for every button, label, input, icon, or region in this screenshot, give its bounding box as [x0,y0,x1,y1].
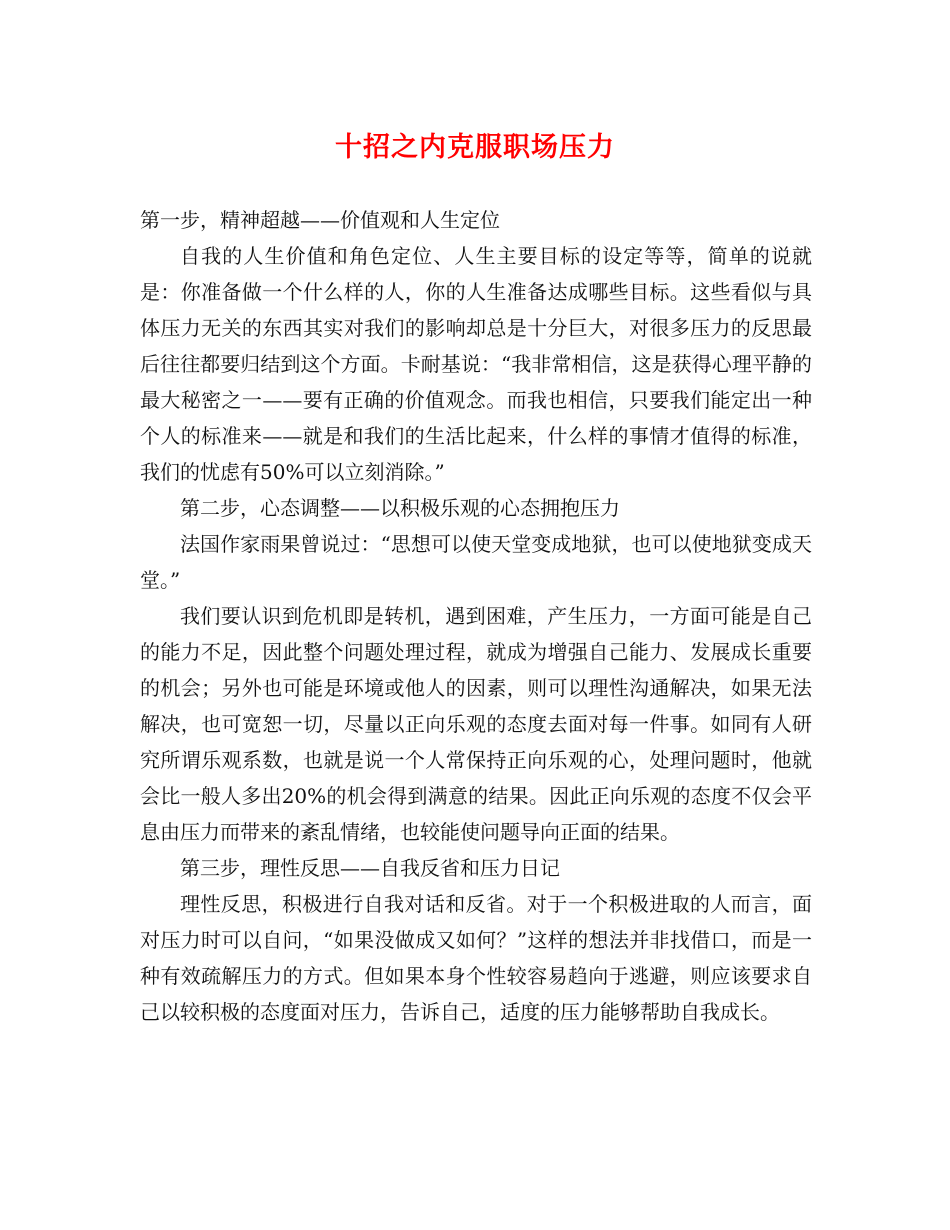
heading-step-2: 第二步，心态调整——以积极乐观的心态拥抱压力 [180,496,620,520]
paragraph-step-2-quote: 法国作家雨果曾说过：“思想可以使天堂变成地狱，也可以使地狱变成天堂。” [140,532,812,592]
document-title: 十招之内克服职场压力 [335,132,615,163]
document-body [140,202,812,1030]
heading-step-3: 第三步，理性反思——自我反省和压力日记 [180,856,560,880]
paragraph-step-3: 理性反思，积极进行自我对话和反省。对于一个积极进取的人而言，面对压力时可以自问，“如果没做成又如何？”这样的想法并非找借口，而是一种有效疏解压力的方式。但如果本身个性较容易趋向于逃避，则应该要求自己以较积极的态度面对压力，告诉自己，适度的压力能够帮助自我成长。 [140,892,812,1024]
paragraph-step-2: 我们要认识到危机即是转机，遇到困难，产生压力，一方面可能是自己的能力不足，因此整个问题处理过程，就成为增强自己能力、发展成长重要的机会；另外也可能是环境或他人的因素，则可以理性沟通解决，如果无法解决，也可宽恕一切，尽量以正向乐观的态度去面对每一件事。如同有人研究所谓乐观系数，也就是说一个人常保持正向乐观的心，处理问题时，他就会比一般人多出20%的机会得到满意的结果。因此正向乐观的态度不仅会平息由压力而带来的紊乱情绪，也较能使问题导向正面的结果。 [140,604,812,844]
heading-step-1: 第一步，精神超越——价值观和人生定位 [140,208,500,232]
paragraph-step-1: 自我的人生价值和角色定位、人生主要目标的设定等等，简单的说就是：你准备做一个什么样的人，你的人生准备达成哪些目标。这些看似与具体压力无关的东西其实对我们的影响却总是十分巨大，对很多压力的反思最后往往都要归结到这个方面。卡耐基说：“我非常相信，这是获得心理平静的最大秘密之一——要有正确的价值观念。而我也相信，只要我们能定出一种个人的标准来——就是和我们的生活比起来，什么样的事情才值得的标准，我们的忧虑有50%可以立刻消除。” [140,244,812,484]
